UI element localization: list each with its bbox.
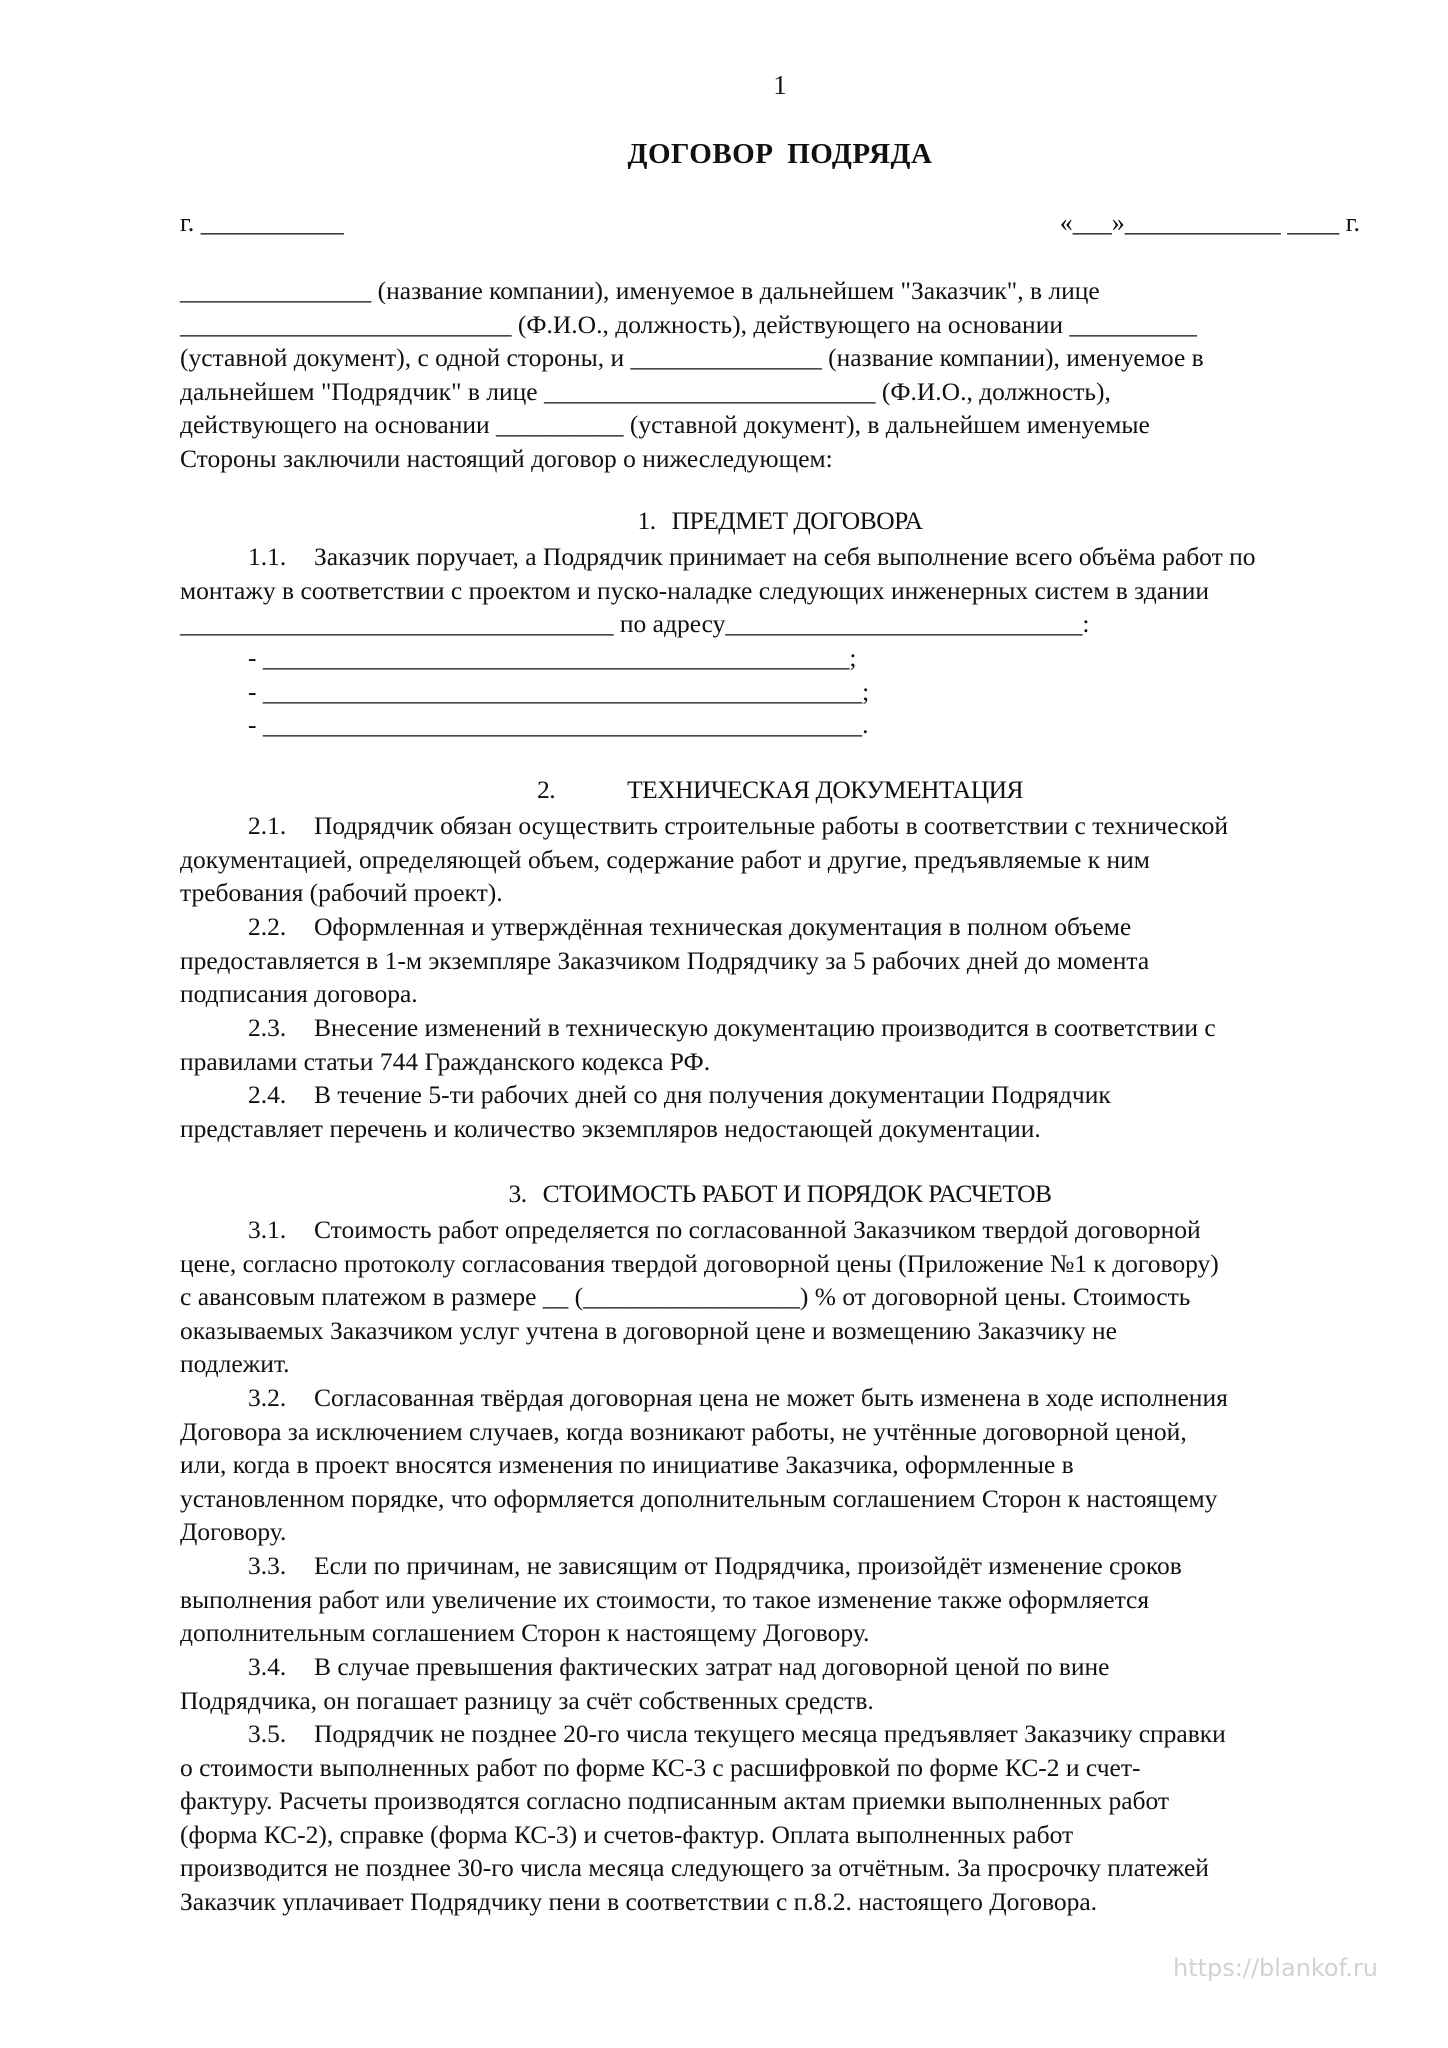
clause-number: 2.3.: [248, 1013, 287, 1042]
section-title: СТОИМОСТЬ РАБОТ И ПОРЯДОК РАСЧЕТОВ: [542, 1179, 1052, 1208]
date-field: «___»____________ ____ г.: [1059, 208, 1360, 237]
clause-number: 3.4.: [248, 1652, 287, 1681]
clause-text: Оформленная и утверждённая техническая документация в полном объеме предоставляется в 1-м экземпляре Заказчиком Подрядчику за 5 рабочих дней до момента подписания договора.: [180, 912, 1150, 1009]
clause-1-1: [180, 540, 1385, 641]
clause-text: Заказчик поручает, а Подрядчик принимает на себя выполнение всего объёма работ по монтажу в соответствии с проектом и пуско-наладке следующих инженерных систем в здании __________________________________ по адресу____________________________:: [180, 542, 1256, 639]
clause-2-1: [180, 809, 1385, 910]
clause-text: Подрядчик обязан осуществить строительные работы в соответствии с технической документацией, определяющей объем, содержание работ и другие, предъявляемые к ним требования (рабочий проект).: [180, 811, 1228, 908]
section-number: 2.: [536, 775, 556, 804]
clause-text: Согласованная твёрдая договорная цена не может быть изменена в ходе исполнения Договора за исключением случаев, когда возникают работы, не учтённые договорной ценой, или, когда в проект вносятся изменения по инициативе Заказчика, оформленные в установленном порядке, что оформляется дополнительным соглашением Сторон к настоящему Договору.: [180, 1383, 1228, 1547]
clause-3-1: [180, 1213, 1385, 1381]
section-heading-2: [0, 775, 1448, 805]
clause-text: Если по причинам, не зависящим от Подрядчика, произойдёт изменение сроков выполнения работ или увеличение их стоимости, то такое изменение также оформляется дополнительным соглашением Сторон к настоящему Договору.: [180, 1551, 1182, 1648]
clause-3-3: [180, 1549, 1385, 1650]
clause-3-5: [180, 1717, 1385, 1919]
clause-text: В течение 5-ти рабочих дней со дня получения документации Подрядчик представляет перечень и количество экземпляров недостающей документации.: [180, 1080, 1111, 1143]
page-number: 1: [773, 70, 787, 100]
clause-2-3: [180, 1011, 1385, 1078]
clause-number: 3.2.: [248, 1383, 287, 1412]
section-title: ПРЕДМЕТ ДОГОВОРА: [671, 506, 923, 535]
clause-number: 2.4.: [248, 1080, 287, 1109]
document-title: ДОГОВОР ПОДРЯДА: [627, 138, 933, 170]
clause-text: В случае превышения фактических затрат над договорной ценой по вине Подрядчика, он погашает разницу за счёт собственных средств.: [180, 1652, 1110, 1715]
clause-number: 2.2.: [248, 912, 287, 941]
section-heading-3: [0, 1179, 1448, 1209]
watermark: https://blankof.ru: [1173, 1954, 1378, 1982]
clause-3-4: [180, 1650, 1385, 1717]
clause-number: 3.1.: [248, 1215, 287, 1244]
clause-number: 2.1.: [248, 811, 287, 840]
section-title: ТЕХНИЧЕСКАЯ ДОКУМЕНТАЦИЯ: [627, 775, 1024, 804]
clause-number: 3.5.: [248, 1719, 287, 1748]
section-heading-1: [0, 506, 1448, 536]
clause-text: Внесение изменений в техническую документацию производится в соответствии с правилами статьи 744 Гражданского кодекса РФ.: [180, 1013, 1216, 1076]
section-number: 1.: [637, 506, 656, 535]
city-field: г. ___________: [180, 208, 344, 237]
clause-text: Подрядчик не позднее 20-го числа текущего месяца предъявляет Заказчику справки о стоимости выполненных работ по форме КС-3 с расшифровкой по форме КС-2 и счет- фактуру. Расчеты производятся согласно подписанным актам приемки выполненных работ (форма КС-2), справке (форма КС-3) и счетов-фактур. Оплата выполненных работ производится не позднее 30-го числа месяца следующего за отчётным. За просрочку платежей Заказчик уплачивает Подрядчику пени в соответствии с п.8.2. настоящего Договора.: [180, 1719, 1226, 1916]
system-list: - ______________________________________________; - _______________________________________________; - _______________________________________________.: [248, 643, 870, 740]
clause-text: Стоимость работ определяется по согласованной Заказчиком твердой договорной цене, согласно протоколу согласования твердой договорной цены (Приложение №1 к договору) с авансовым платежом в размере __ (_________________) % от договорной цены. Стоимость оказываемых Заказчиком услуг учтена в договорной цене и возмещению Заказчику не подлежит.: [180, 1215, 1219, 1379]
clause-number: 3.3.: [248, 1551, 287, 1580]
clause-2-2: [180, 910, 1385, 1011]
clause-2-4: [180, 1078, 1385, 1145]
clause-number: 1.1.: [248, 542, 287, 571]
clause-3-2: [180, 1381, 1385, 1549]
intro-paragraph: _______________ (название компании), именуемое в дальнейшем "Заказчик", в лице __________________________ (Ф.И.О., должность), действующего на основании __________ (уставной документ), с одной стороны, и _______________ (название компании), именуемое в дальнейшем "Подрядчик" в лице __________________________ (Ф.И.О., должность), действующего на основании __________ (уставной документ), в дальнейшем именуемые Стороны заключили настоящий договор о нижеследующем:: [180, 276, 1204, 473]
section-number: 3.: [508, 1179, 527, 1208]
